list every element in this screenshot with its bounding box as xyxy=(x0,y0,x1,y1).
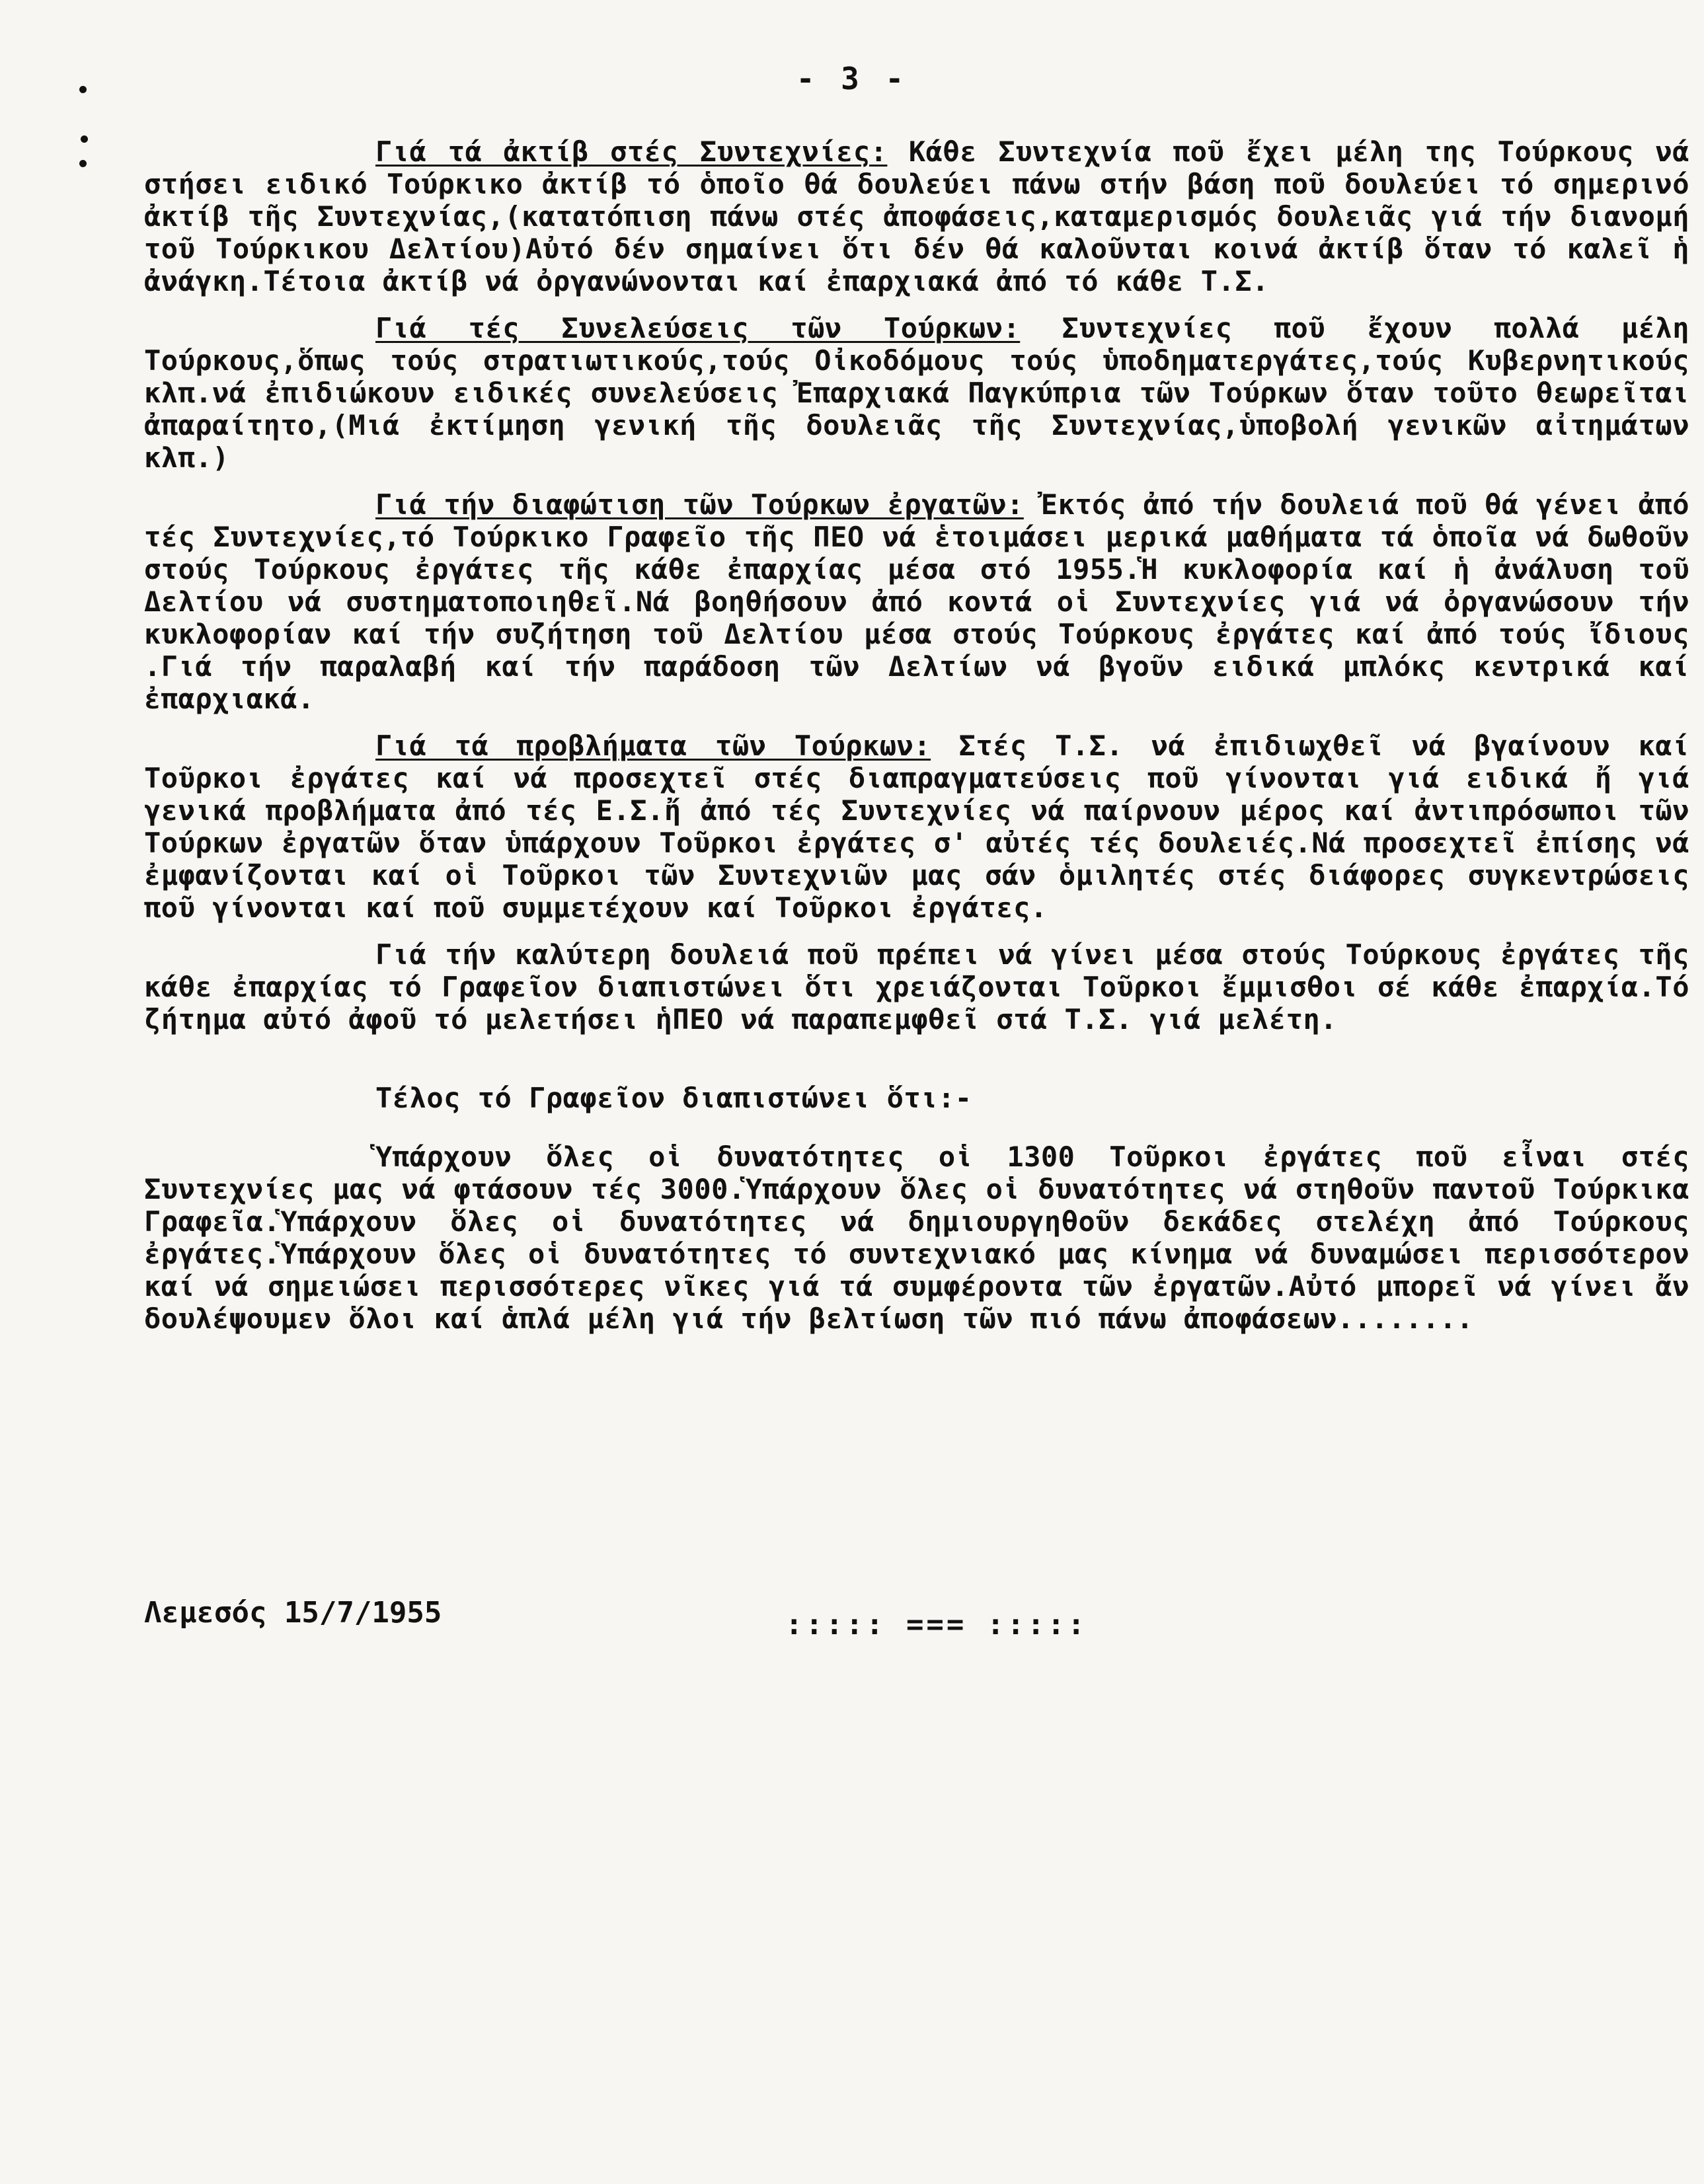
margin-mark xyxy=(79,160,87,167)
section-heading: Γιά τήν διαφώτιση τῶν Τούρκων ἐργατῶν: xyxy=(375,488,1024,521)
paragraph-text: Κάθε Συντεχνία ποῦ ἔχει μέλη της Τούρκους νά στήσει ειδικό Τούρκικο ἀκτίβ τό ὁποῖο θά δουλεύει πάνω στήν βάση ποῦ δουλεύει τό σημερινό ἀκτίβ τῆς Συντεχνίας,(κατατόπιση πάνω στές ἀποφάσεις,καταμερισμός δουλειᾶς γιά τήν διανομή τοῦ Τούρκικου Δελτίου)Αὐτό δέν σημαίνει ὅτι δέν θά καλοῦνται κοινά ἀκτίβ ὅταν τό καλεῖ ἡ ἀνάγκη.Τέτοια ἀκτίβ νά ὀργανώνονται καί ἐπαρχιακά ἀπό τό κάθε Τ.Σ. xyxy=(144,135,1689,297)
end-separator: ::::: === ::::: xyxy=(785,1608,1088,1641)
closing-paragraph: Ὑπάρχουν ὅλες οἱ δυνατότητες οἱ 1300 Τοῦρκοι ἐργάτες ποῦ εἶναι στές Συντεχνίες μας νά φτάσουν τές 3000.Ὑπάρχουν ὅλες οἱ δυνατότητες νά στηθοῦν παντοῦ Τούρκικα Γραφεῖα.Ὑπάρχουν ὅλες οἱ δυνατότητες νά δημιουργηθοῦν δεκάδες στελέχη ἀπό Τούρκους ἐργάτες.Ὑπάρχουν ὅλες οἱ δυνατότητες τό συντεχνιακό μας κίνημα νά δυναμώσει περισσότερον καί νά σημειώσει περισσότερες νῖκες γιά τά συμφέροντα τῶν ἐργατῶν.Αὐτό μπορεῖ νά γίνει ἄν δουλέψουμεν ὅλοι καί ἁπλά μέλη γιά τήν βελτίωση τῶν πιό πάνω ἀποφάσεων........ xyxy=(144,1141,1689,1335)
section-heading: Γιά τά προβλήματα τῶν Τούρκων: xyxy=(375,730,931,762)
paragraph-text: Συντεχνίες ποῦ ἔχουν πολλά μέλη Τούρκους,ὅπως τούς στρατιωτικούς,τούς Οἰκοδόμους τούς ὑποδηματεργάτες,τούς Κυβερνητικούς κλπ.νά ἐπιδιώκουν ειδικές συνελεύσεις Ἐπαρχιακά Παγκύπρια τῶν Τούρκων ὅταν τοῦτο θεωρεῖται ἀπαραίτητο,(Μιά ἐκτίμηση γενική τῆς δουλειᾶς τῆς Συντεχνίας,ὑποβολή γενικῶν αἰτημάτων κλπ.) xyxy=(144,312,1690,474)
paragraph-text: Γιά τήν καλύτερη δουλειά ποῦ πρέπει νά γίνει μέσα στούς Τούρκους ἐργάτες τῆς κάθε ἐπαρχίας τό Γραφεῖον διαπιστώνει ὅτι χρειάζονται Τοῦρκοι ἔμμισθοι σέ κάθε ἐπαρχία.Τό ζήτημα αὐτό ἀφοῦ τό μελετήσει ἡΠΕΟ νά παραπεμφθεῖ στά Τ.Σ. γιά μελέτη. xyxy=(144,938,1689,1036)
paragraph-salaried xyxy=(144,938,1689,1036)
document-body xyxy=(144,135,1689,1349)
section-heading: Γιά τά ἀκτίβ στές Συντεχνίες: xyxy=(375,135,888,168)
page-number: - 3 - xyxy=(796,61,908,96)
margin-mark xyxy=(81,135,88,143)
closing-intro: Τέλος τό Γραφεῖον διαπιστώνει ὅτι:- xyxy=(375,1082,972,1114)
paragraph-text: Ἐκτός ἀπό τήν δουλειά ποῦ θά γένει ἀπό τές Συντεχνίες,τό Τούρκικο Γραφεῖο τῆς ΠΕΟ νά ἑτοιμάσει μερικά μαθήματα τά ὁποῖα νά δωθοῦν στούς Τούρκους ἐργάτες τῆς κάθε ἐπαρχίας μέσα στό 1955.Ἡ κυκλοφορία καί ἡ ἀνάλυση τοῦ Δελτίου νά συστηματοποιηθεῖ.Νά βοηθήσουν ἀπό κοντά οἱ Συντεχνίες γιά νά ὀργανώσουν τήν κυκλοφορίαν καί τήν συζήτηση τοῦ Δελτίου μέσα στούς Τούρκους ἐργάτες καί ἀπό τούς ἴδιους .Γιά τήν παραλαβή καί τήν παράδοση τῶν Δελτίων νά βγοῦν ειδικά μπλόκς κεντρικά καί ἐπαρχιακά. xyxy=(144,488,1689,715)
paragraph-assemblies xyxy=(144,312,1689,474)
paragraph-aktiv xyxy=(144,135,1689,297)
section-heading: Γιά τές Συνελεύσεις τῶν Τούρκων: xyxy=(375,312,1021,344)
paragraph-text: Στές Τ.Σ. νά ἐπιδιωχθεῖ νά βγαίνουν καί Τοῦρκοι ἐργάτες καί νά προσεχτεῖ στές διαπραγματεύσεις ποῦ γίνονται γιά ειδικά ἤ γιά γενικά προβλήματα ἀπό τές Ε.Σ.ἤ ἀπό τές Συντεχνίες νά παίρνουν μέρος καί ἀντιπρόσωποι τῶν Τούρκων ἐργατῶν ὅταν ὑπάρχουν Τοῦρκοι ἐργάτες σ' αὐτές τές δουλειές.Νά προσεχτεῖ ἐπίσης νά ἐμφανίζονται καί οἱ Τοῦρκοι τῶν Συντεχνιῶν μας σάν ὁμιλητές στές διάφορες συγκεντρώσεις ποῦ γίνονται καί ποῦ συμμετέχουν καί Τοῦρκοι ἐργάτες. xyxy=(144,730,1689,924)
place-and-date: Λεμεσός 15/7/1955 xyxy=(144,1596,442,1630)
paragraph-problems xyxy=(144,730,1689,924)
paragraph-enlightenment xyxy=(144,488,1689,715)
